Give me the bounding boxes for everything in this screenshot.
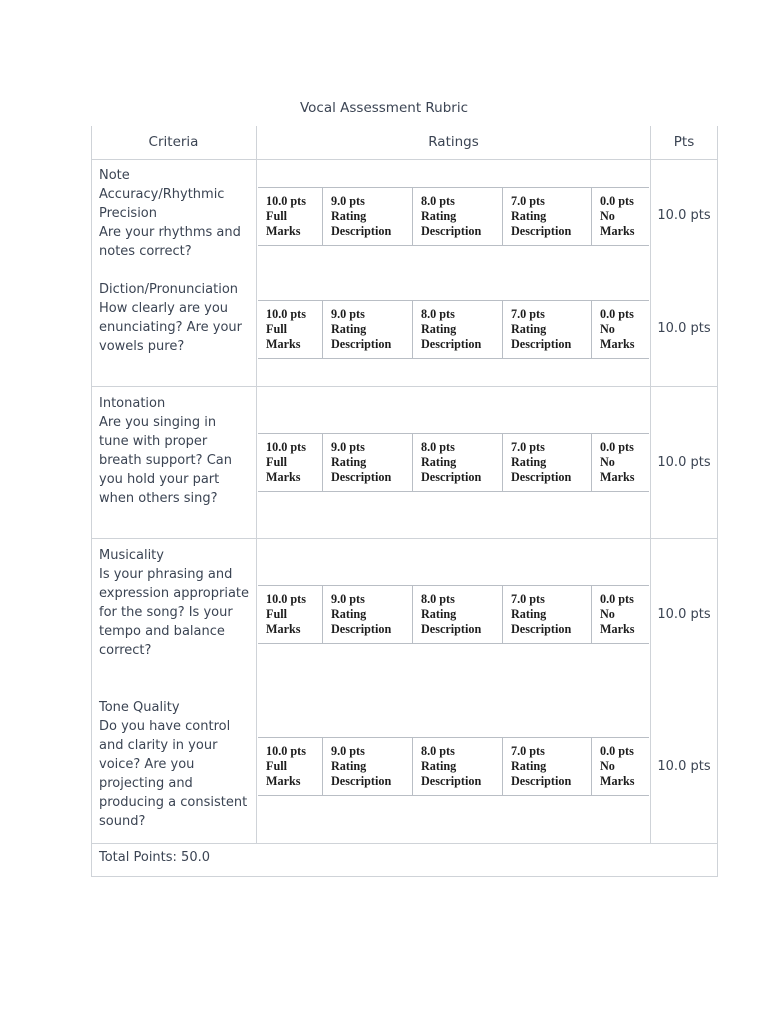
criterion-description: How clearly are you enunciating? Are your vowels pure? [99,301,242,354]
criterion-musicality [99,546,249,660]
ratings-row [258,187,649,246]
rating-cell: 7.0 pts Rating Description [502,301,591,358]
rating-cell: 10.0 pts Full Marks [266,592,306,636]
criterion-note-accuracy [99,166,249,261]
criterion-points: 10.0 pts [657,321,711,336]
rating-cell: 0.0 pts No Marks [591,738,649,795]
rating-cell: 8.0 pts Rating Description [412,188,502,245]
header-divider [91,159,718,160]
criterion-description: Is your phrasing and expression appropriate for the song? Is your tempo and balance correct? [99,567,250,658]
rating-cell: 10.0 pts Full Marks [266,744,306,788]
row-divider [91,843,718,844]
rating-cell: 10.0 pts Full Marks [266,440,306,484]
row-divider [91,538,718,539]
rating-cell: 7.0 pts Rating Description [502,586,591,643]
criterion-name: Intonation [99,396,166,411]
rating-cell: 7.0 pts Rating Description [502,738,591,795]
criterion-points: 10.0 pts [657,455,711,470]
rating-cell: 9.0 pts Rating Description [322,738,412,795]
criterion-description: Are you singing in tune with proper breath support? Can you hold your part when others sing? [99,415,232,506]
criterion-name: Musicality [99,548,164,563]
rating-cell: 8.0 pts Rating Description [412,738,502,795]
rating-cell: 10.0 pts Full Marks [266,194,306,238]
column-divider [256,126,257,843]
criterion-diction [99,280,249,356]
total-points: Total Points: 50.0 [99,850,211,865]
table-left-border [91,126,92,877]
header-criteria: Criteria [148,134,199,150]
ratings-row [258,585,649,644]
rating-cell: 8.0 pts Rating Description [412,301,502,358]
rating-cell: 0.0 pts No Marks [591,188,649,245]
rating-cell: 7.0 pts Rating Description [502,188,591,245]
criterion-name: Diction/Pronunciation [99,282,239,297]
rating-cell: 0.0 pts No Marks [591,301,649,358]
rating-cell: 0.0 pts No Marks [591,434,649,491]
rating-cell: 8.0 pts Rating Description [412,434,502,491]
ratings-row [258,433,649,492]
rating-cell: 9.0 pts Rating Description [322,188,412,245]
criterion-name: Tone Quality [99,700,180,715]
criterion-description: Are your rhythms and notes correct? [99,225,241,259]
criterion-points: 10.0 pts [657,208,711,223]
rating-cell: 9.0 pts Rating Description [322,434,412,491]
row-divider [91,386,718,387]
table-right-border [717,126,718,877]
criterion-description: Do you have control and clarity in your voice? Are you projecting and producing a consistent sound? [99,719,248,829]
page-title: Vocal Assessment Rubric [299,100,469,116]
table-bottom-border [91,876,718,877]
rating-cell: 7.0 pts Rating Description [502,434,591,491]
rating-cell: 9.0 pts Rating Description [322,301,412,358]
header-pts: Pts [673,134,695,150]
criterion-points: 10.0 pts [657,759,711,774]
criterion-name: Note Accuracy/Rhythmic Precision [99,168,225,221]
rating-cell: 0.0 pts No Marks [591,586,649,643]
rating-cell: 10.0 pts Full Marks [266,307,306,351]
criterion-tone-quality [99,698,249,831]
criterion-points: 10.0 pts [657,607,711,622]
header-ratings: Ratings [428,134,479,150]
criterion-intonation [99,394,249,508]
column-divider [650,126,651,843]
ratings-row [258,300,649,359]
rating-cell: 9.0 pts Rating Description [322,586,412,643]
ratings-row [258,737,649,796]
rating-cell: 8.0 pts Rating Description [412,586,502,643]
